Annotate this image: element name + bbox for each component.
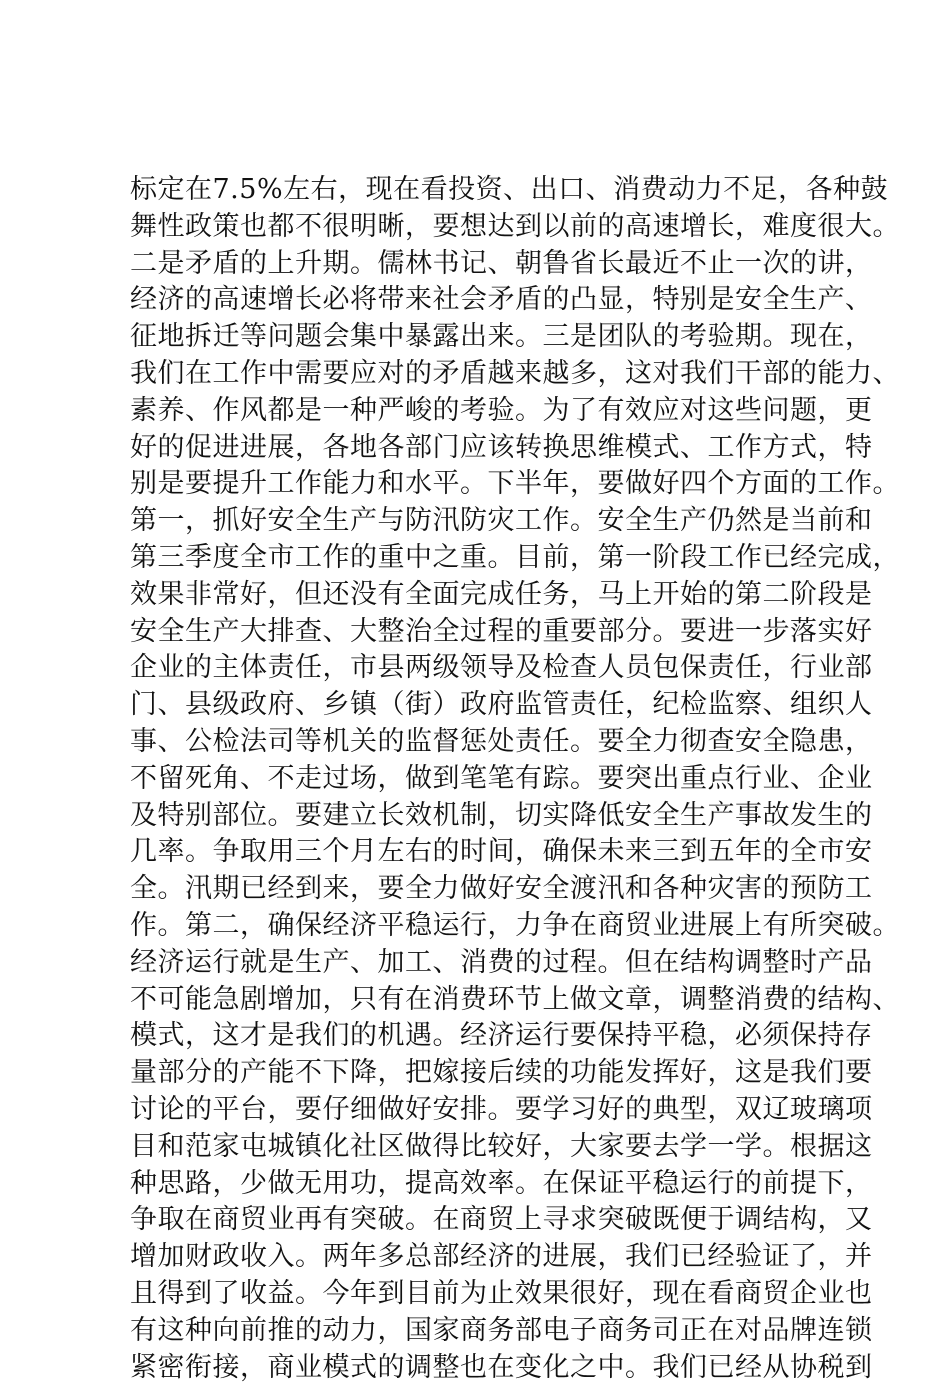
text-line: 讨论的平台，要仔细做好安排。要学习好的典型，双辽玻璃项 bbox=[130, 1092, 860, 1129]
text-line: 作。第二，确保经济平稳运行，力争在商贸业进展上有所突破。 bbox=[130, 908, 860, 945]
text-line: 第一，抓好安全生产与防汛防灾工作。安全生产仍然是当前和 bbox=[130, 503, 860, 540]
text-line: 征地拆迁等问题会集中暴露出来。三是团队的考验期。现在， bbox=[130, 319, 860, 356]
text-line: 事、公检法司等机关的监督惩处责任。要全力彻查安全隐患， bbox=[130, 724, 860, 761]
text-line: 及特别部位。要建立长效机制，切实降低安全生产事故发生的 bbox=[130, 798, 860, 835]
text-line: 好的促进进展，各地各部门应该转换思维模式、工作方式，特 bbox=[130, 430, 860, 467]
text-line: 素养、作风都是一种严峻的考验。为了有效应对这些问题，更 bbox=[130, 393, 860, 430]
text-line: 我们在工作中需要应对的矛盾越来越多，这对我们干部的能力、 bbox=[130, 356, 860, 393]
text-line: 有这种向前推的动力，国家商务部电子商务司正在对品牌连锁 bbox=[130, 1313, 860, 1350]
body-text bbox=[130, 172, 860, 1386]
text-line: 第三季度全市工作的重中之重。目前，第一阶段工作已经完成， bbox=[130, 540, 860, 577]
text-line: 二是矛盾的上升期。儒林书记、朝鲁省长最近不止一次的讲， bbox=[130, 246, 860, 283]
text-line: 经济的高速增长必将带来社会矛盾的凸显，特别是安全生产、 bbox=[130, 282, 860, 319]
text-line: 种思路，少做无用功，提高效率。在保证平稳运行的前提下， bbox=[130, 1166, 860, 1203]
text-line: 增加财政收入。两年多总部经济的进展，我们已经验证了，并 bbox=[130, 1239, 860, 1276]
text-line: 标定在7.5%左右，现在看投资、出口、消费动力不足，各种鼓 bbox=[130, 172, 860, 209]
text-line: 门、县级政府、乡镇（街）政府监管责任，纪检监察、组织人 bbox=[130, 687, 860, 724]
text-line: 几率。争取用三个月左右的时间，确保未来三到五年的全市安 bbox=[130, 834, 860, 871]
text-line: 不可能急剧增加，只有在消费环节上做文章，调整消费的结构、 bbox=[130, 982, 860, 1019]
text-line: 企业的主体责任，市县两级领导及检查人员包保责任，行业部 bbox=[130, 650, 860, 687]
text-line: 量部分的产能不下降，把嫁接后续的功能发挥好，这是我们要 bbox=[130, 1055, 860, 1092]
text-line: 全。汛期已经到来，要全力做好安全渡汛和各种灾害的预防工 bbox=[130, 871, 860, 908]
text-line: 效果非常好，但还没有全面完成任务，马上开始的第二阶段是 bbox=[130, 577, 860, 614]
text-line: 模式，这才是我们的机遇。经济运行要保持平稳，必须保持存 bbox=[130, 1018, 860, 1055]
text-line: 且得到了收益。今年到目前为止效果很好，现在看商贸企业也 bbox=[130, 1276, 860, 1313]
text-line: 争取在商贸业再有突破。在商贸上寻求突破既便于调结构，又 bbox=[130, 1202, 860, 1239]
text-line: 紧密衔接，商业模式的调整也在变化之中。我们已经从协税到 bbox=[130, 1350, 860, 1386]
text-line: 舞性政策也都不很明晰，要想达到以前的高速增长，难度很大。 bbox=[130, 209, 860, 246]
text-line: 目和范家屯城镇化社区做得比较好，大家要去学一学。根据这 bbox=[130, 1129, 860, 1166]
text-line: 安全生产大排查、大整治全过程的重要部分。要进一步落实好 bbox=[130, 614, 860, 651]
text-line: 别是要提升工作能力和水平。下半年，要做好四个方面的工作。 bbox=[130, 466, 860, 503]
text-line: 经济运行就是生产、加工、消费的过程。但在结构调整时产品 bbox=[130, 945, 860, 982]
text-line: 不留死角、不走过场，做到笔笔有踪。要突出重点行业、企业 bbox=[130, 761, 860, 798]
